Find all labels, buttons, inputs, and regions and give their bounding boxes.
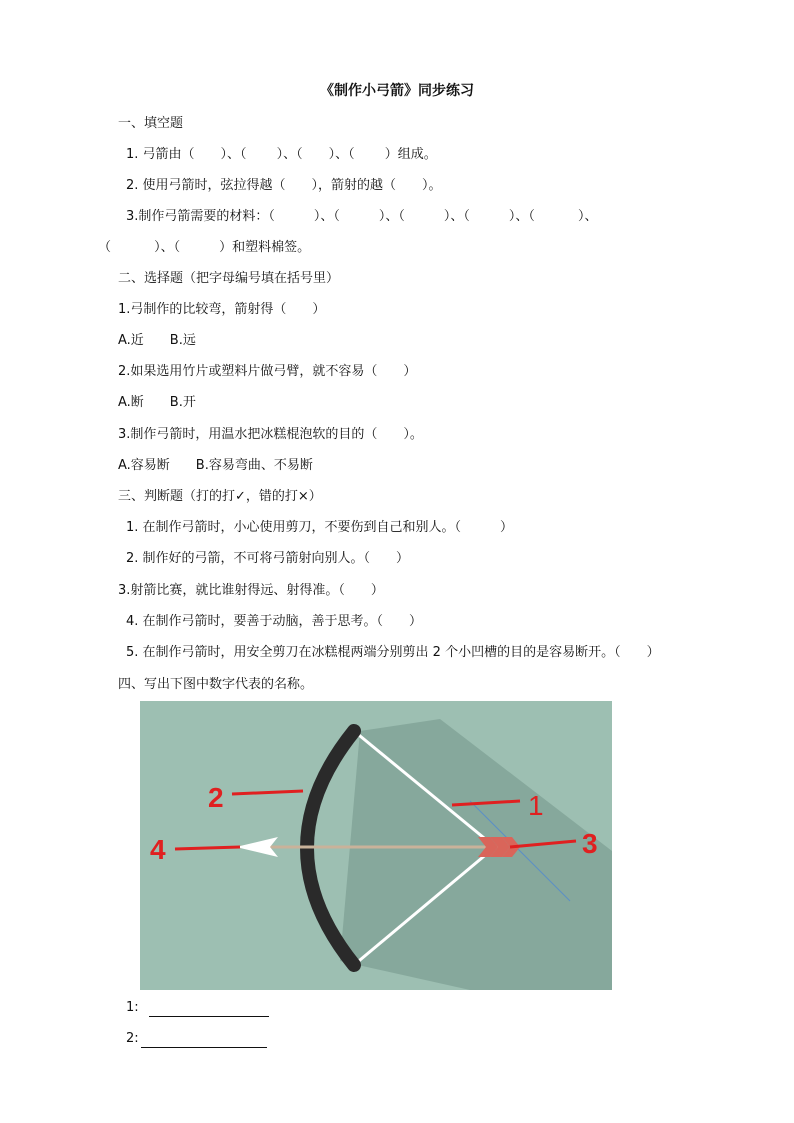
figure-label-2: 2 <box>208 782 224 813</box>
pointer-line-4 <box>175 847 240 849</box>
choice-options-1: A.近 B.远 <box>118 333 196 348</box>
fill-question-2: 2. 使用弓箭时，弦拉得越（ ），箭射的越（ ）。 <box>126 178 442 193</box>
choice-options-2: A.断 B.开 <box>118 395 196 410</box>
page-title: 《制作小弓箭》同步练习 <box>320 83 474 99</box>
section-judge-heading: 三、判断题（打的打✓，错的打×） <box>118 489 322 504</box>
bow-arrow-illustration <box>140 701 612 990</box>
fill-question-1: 1. 弓箭由（ ）、（ ）、（ ）、（ ）组成。 <box>126 147 437 162</box>
answer-label-2: 2: <box>126 1031 139 1046</box>
bow-arrow-figure <box>140 701 612 990</box>
figure-label-3: 3 <box>582 828 598 859</box>
judge-question-5: 5. 在制作弓箭时，用安全剪刀在冰糕棍两端分别剪出 2 个小凹槽的目的是容易断开。（ ） <box>126 645 660 660</box>
judge-question-4: 4. 在制作弓箭时，要善于动脑，善于思考。（ ） <box>126 614 423 629</box>
choice-options-3: A.容易断 B.容易弯曲、不易断 <box>118 458 313 473</box>
choice-question-2: 2.如果选用竹片或塑料片做弓臂，就不容易（ ） <box>118 364 417 379</box>
answer-blank-2[interactable] <box>141 1033 267 1048</box>
fill-question-3-line2: （ ）、（ ）和塑料棉签。 <box>98 240 311 255</box>
choice-question-1: 1.弓制作的比较弯，箭射得（ ） <box>118 302 326 317</box>
section-fill-heading: 一、填空题 <box>118 116 184 131</box>
bow-shadow <box>340 719 612 990</box>
answer-row-2 <box>126 1030 267 1048</box>
answer-label-1: 1: <box>126 1000 139 1015</box>
figure-label-4: 4 <box>150 834 166 865</box>
pointer-line-2 <box>232 791 303 794</box>
judge-question-1: 1. 在制作弓箭时，小心使用剪刀，不要伤到自己和别人。（ ） <box>126 520 514 535</box>
section-choice-heading: 二、选择题（把字母编号填在括号里） <box>118 271 340 286</box>
judge-question-2: 2. 制作好的弓箭，不可将弓箭射向别人。（ ） <box>126 551 410 566</box>
choice-question-3: 3.制作弓箭时，用温水把冰糕棍泡软的目的（ ）。 <box>118 427 423 442</box>
fill-question-3-line1: 3.制作弓箭需要的材料：（ ）、（ ）、（ ）、（ ）、（ ）、 <box>126 209 598 224</box>
judge-question-3: 3.射箭比赛，就比谁射得远、射得准。（ ） <box>118 583 384 598</box>
section-figure-heading: 四、写出下图中数字代表的名称。 <box>118 677 314 692</box>
answer-blank-1[interactable] <box>149 1002 269 1017</box>
answer-row-1 <box>126 999 269 1017</box>
figure-label-1: 1 <box>528 790 544 821</box>
